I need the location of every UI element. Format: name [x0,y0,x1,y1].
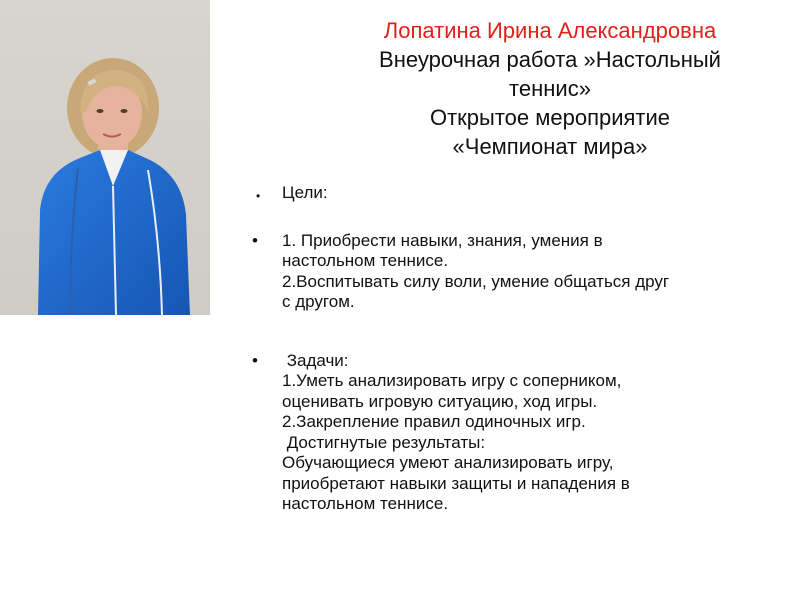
title-line-activity: Внеурочная работа »Настольный [379,47,721,72]
bullet-icon: • [256,189,261,203]
tasks-heading: Задачи: [282,350,349,370]
portrait-illustration [0,0,210,315]
title-line-event-name: «Чемпионат мира» [452,134,648,159]
goal-line: настольном теннисе. [282,251,449,270]
results-heading: Достигнутые результаты: [282,432,486,452]
goal-line: с другом. [282,292,355,311]
task-line: оценивать игровую ситуацию, ход игры. [282,391,598,411]
author-name: Лопатина Ирина Александровна [383,18,717,43]
goals-list [252,231,792,313]
goals-heading: Цели: [282,183,328,202]
slide-body [252,183,792,515]
goal-line: 1. Приобрести навыки, знания, умения в [282,230,603,250]
bullet-icon: • [252,230,258,250]
task-line: 1.Уметь анализировать игру с соперником, [282,371,622,390]
task-line: 2.Закрепление правил одиночных игр. [282,412,586,431]
result-line: настольном теннисе. [282,494,449,513]
title-line-activity-cont: теннис» [509,76,591,101]
title-line-event: Открытое мероприятие [429,105,671,130]
result-line: Обучающиеся умеют анализировать игру, [282,453,614,472]
result-line: приобретают навыки защиты и нападения в [282,473,630,493]
bullet-icon: • [252,350,258,370]
goals-heading-row [252,183,792,204]
portrait-photo [0,0,210,315]
goal-line: 2.Воспитывать силу воли, умение общаться друг [282,271,670,291]
slide-title [320,16,780,161]
tasks-list [252,351,792,515]
